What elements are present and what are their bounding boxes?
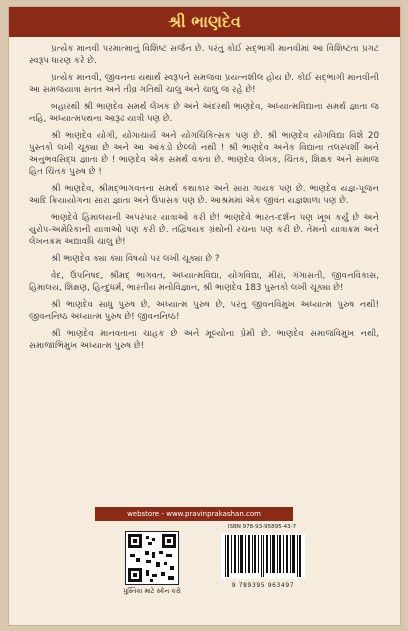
paragraph: બહારથી શ્રી ભાણદેવ સમર્થ લેખક છે અને અંદરથી ભાણદેવ, અધ્યાત્મવિદ્યાના સમર્થ જ્ઞાતા જ નહિ, અધ્યાત્મપથના આરૂઢ યાત્રી પણ છે.	[29, 101, 379, 125]
book-back-cover	[8, 6, 401, 626]
paragraph: શ્રી ભાણદેવ માનવતાના ચાહક છે અને મૂલ્યોના પ્રેમી છે. ભાણદેવ સમાજવિમુખ નથી, સમાજાભિમુખ અધ્યાત્મ પુરુષ છે!	[29, 328, 379, 351]
qr-caption: પુસ્તિકા માટે સ્કેન કરો	[123, 587, 181, 595]
qr-code-icon	[125, 531, 179, 585]
cover-footer	[9, 507, 400, 625]
paragraph: પ્રત્યેક માનવી પરમાત્માનું વિશિષ્ટ સર્જન છે. પરંતુ કોઈ સદ્ભાગી માનવીમાં આ વિશિષ્ટતા પ્રગટ સ્વરૂપ ધારણ કરે છે.	[29, 44, 379, 67]
isbn-label: ISBN 978-93-95895-43-7	[227, 524, 297, 530]
biography-text	[29, 43, 379, 356]
page-title: શ્રી ભાણદેવ	[168, 12, 241, 31]
paragraph: શ્રી ભાણદેવ ક્યા ક્યા વિષયો પર લખી ચૂક્યા છે ?	[51, 254, 220, 265]
barcode-icon	[221, 533, 305, 579]
title-bar	[9, 7, 400, 37]
paragraph: શ્રી ભાણદેવ યોગી, યોગાચાર્ય અને યોગચિકિત્સક પણ છે. શ્રી ભાણદેવ યોગવિદ્યા વિશે 20 પુસ્તકો લખી ચૂક્યા છે અને આ આંકડો છેલ્લો નથી ! શ્રી ભાણદેવ અનેક વિદ્યાના તલસ્પર્શી અને અનુભવસિદ્ધ જ્ઞાતા છે ! ભાણદેવ એક સમર્થ વક્તા છે. ભાણદેવ લેખક, ચિંતક, શિક્ષક અને સમાજ હિત ચિંતક પુરુષ છે !	[29, 130, 379, 178]
webstore-link[interactable]: webstore - www.pravinprakashan.com	[95, 507, 293, 521]
paragraph: પ્રત્યેક માનવી, જીવનના યથાર્થ સ્વરૂપને સમજવા પ્રયત્નશીલ હોય છે. કોઈ સદ્ભાગી માનવીની આ સમજયાત્રા સતત અને તીવ્ર ગતિથી ચાલુ અને ચાલુ જ રહે છે!	[29, 72, 379, 96]
barcode-number: 9 789395 963497	[231, 582, 295, 589]
paragraph: ભાણદેવે હિમાલયની અપરંપાર યાત્રાઓ કરી છે! ભાણદેવે ભારત-દર્શન પણ ખૂબ કર્યું છે અને યુરોપ-અમેરિકાની યાત્રાઓ પણ કરી છે. તદ્વિષયક ગ્રંથોની રચના પણ કરી છે. તેમનો યાત્રાક્રમ અને લેખનક્રમ અદ્યાવધિ ચાલુ છે!	[29, 212, 379, 248]
paragraph: શ્રી ભાણદેવ સાધુ પુરુષ છે, અધ્યાત્મ પુરુષ છે, પરંતુ જીવનવિમુખ અધ્યાત્મ પુરુષ નથી! જીવનનિષ્ઠ અધ્યાત્મ પુરુષ છે! જીવનનિષ્ઠ!	[29, 299, 379, 322]
paragraph: વેદ, ઉપનિષદ, શ્રીમદ્ ભાગવત, અધ્યાત્મવિદ્યા, યોગવિદ્યા, મીરાં, ગંગાસતી, જીવનવિકાસ, હિમાલય, શિક્ષણ, હિન્દુધર્મ, ભારતીય મનોવિજ્ઞાન, શ્રી ભાણદેવ 183 પુસ્તકો લખી ચૂક્યા છે!	[29, 270, 379, 293]
paragraph: શ્રી ભાણદેવ, શ્રીમદ્ભાગવતના સમર્થ કથાકાર અને સારા ગાયક પણ છે. ભાણદેવ યજ્ઞ-પૂજન આદિ ક્રિયાયોગના સારા જ્ઞાતા અને ઉપાસક પણ છે. આશ્રમમાં એક જીવંત યજ્ઞશાળા પણ છે.	[29, 184, 379, 207]
